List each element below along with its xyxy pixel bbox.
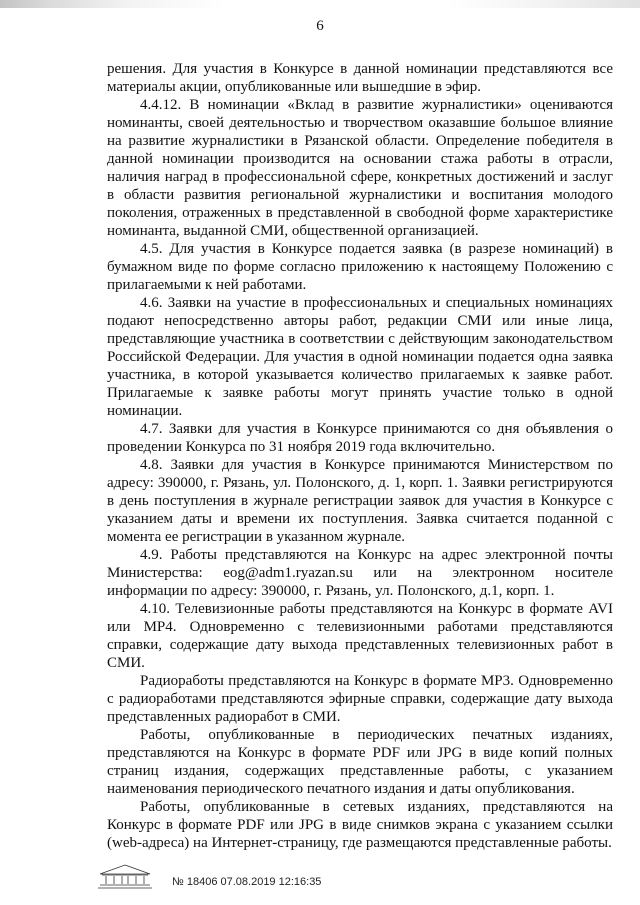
paragraph-radio-works: Радиоработы представляются на Конкурс в формате MP3. Одновременно с радиоработами представляются эфирные справки, содержащие дату выхода представленных радиоработ в СМИ. (107, 673, 613, 725)
paragraph-online-works: Работы, опубликованные в сетевых изданиях, представляются на Конкурс в формате PDF или JPG в виде снимков экрана с указанием ссылки (web-адреса) на Интернет-страницу, где размещаются представленные работы. (107, 799, 613, 851)
registration-stamp: № 18406 07.08.2019 12:16:35 (172, 876, 322, 888)
paragraph-4-6: 4.6. Заявки на участие в профессиональных и специальных номинациях подают непосредственно авторы работ, редакции СМИ или иные лица, представляющие участника в соответствии с действующим законодательством Российской Федерации. Для участия в одной номинации подается одна заявка участника, в которой указывается количество прилагаемых к заявке работ. Прилагаемые к заявке работы могут принять участие только в одной номинации. (107, 295, 613, 419)
page-number: 6 (316, 18, 324, 34)
paragraph-4-5: 4.5. Для участия в Конкурсе подается заявка (в разрезе номинаций) в бумажном виде по форме согласно приложению к настоящему Положению с прилагаемыми к ней работами. (107, 241, 613, 293)
document-body (107, 60, 613, 852)
paragraph-print-works: Работы, опубликованные в периодических печатных изданиях, представляются на Конкурс в формате PDF или JPG в виде копий полных страниц издания, содержащих представленные работы, с указанием наименования периодического печатного издания и даты опубликования. (107, 727, 613, 797)
footer-registration (94, 862, 614, 898)
paragraph-4-8: 4.8. Заявки для участия в Конкурсе принимаются Министерством по адресу: 390000, г. Рязань, ул. Полонского, д. 1, корп. 1. Заявки регистрируются в день поступления в журнале регистрации заявок для участия в Конкурсе с указанием даты и времени их поступления. Заявка считается поданной с момента ее регистрации в указанном журнале. (107, 457, 613, 545)
paragraph-4-10: 4.10. Телевизионные работы представляются на Конкурс в формате AVI или MP4. Одновременно с телевизионными работами представляются справки, содержащие дату выхода представленных телевизионных работ в СМИ. (107, 601, 613, 671)
paragraph-4-9: 4.9. Работы представляются на Конкурс на адрес электронной почты Министерства: eog@adm1.ryazan.su или на электронном носителе информации по адресу: 390000, г. Рязань, ул. Полонского, д.1, корп. 1. (107, 547, 613, 599)
paragraph-4-7: 4.7. Заявки для участия в Конкурсе принимаются со дня объявления о проведении Конкурса по 31 ноября 2019 года включительно. (107, 421, 613, 455)
scan-edge-shadow (0, 0, 640, 8)
paragraph-1: решения. Для участия в Конкурсе в данной номинации представляются все материалы акции, опубликованные или вышедшие в эфир. (107, 61, 613, 95)
registry-logo-icon (94, 862, 156, 890)
paragraph-4-4-12: 4.4.12. В номинации «Вклад в развитие журналистики» оцениваются номинанты, своей деятельностью и творчеством оказавшие большое влияние на развитие журналистики в Рязанской области. Определение победителя в данной номинации производится на основании стажа работы в отрасли, наличия наград в профессиональной сфере, конкретных достижений и заслуг в области развития региональной журналистики и воспитания молодого поколения, отраженных в представленной в свободной форме характеристике номинанта, выданной СМИ, общественной организацией. (107, 97, 613, 239)
